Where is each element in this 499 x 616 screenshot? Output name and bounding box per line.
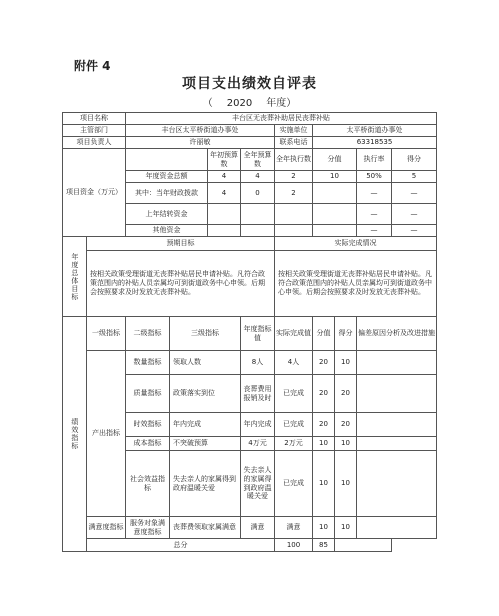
total-score: 85 [313,539,335,552]
page-title: 项目支出绩效自评表 [182,76,317,92]
col-score: 得分 [392,149,437,171]
funds-row-weight [313,204,357,225]
col-actual: 实际完成值 [275,317,313,351]
funds-row-score: — [392,225,437,237]
col-exec: 全年执行数 [275,149,313,171]
phone-label: 联系电话 [275,137,313,149]
indicator-level2: 社会效益指标 [126,451,170,517]
indicator-actual: 满意 [275,517,313,539]
indicator-target: 8人 [241,351,275,375]
indicator-level2: 质量指标 [126,375,170,413]
indicator-reason [357,437,437,451]
funds-row-exec: 2 [275,183,313,204]
indicator-score: 10 [335,517,357,539]
funds-row-budget: 4 [208,183,241,204]
funds-row-annual [241,225,275,237]
col-level3: 三级指标 [170,317,241,351]
indicator-actual: 已完成 [275,413,313,437]
dept-label: 主管部门 [63,125,126,137]
indicator-reason [357,517,437,539]
year-unit: 年度） [266,98,297,109]
expected-goal-label: 预期目标 [87,237,275,251]
project-name-value: 丰台区无丧葬补助居民丧葬补贴 [126,113,437,125]
impl-label: 实施单位 [275,125,313,137]
indicator-actual: 已完成 [275,375,313,413]
total-row [63,539,437,552]
funds-row-budget: 4 [208,171,241,183]
indicator-level2: 成本指标 [126,437,170,451]
col-reason: 偏差原因分析及改进措施 [357,317,437,351]
goals-label: 年度总体目标 [70,252,79,301]
funds-row-annual: 4 [241,171,275,183]
funds-row-weight [313,225,357,237]
total-reason [335,539,392,552]
indicators-label: 绩效指标 [70,418,79,450]
project-name-label: 项目名称 [63,113,126,125]
col-target: 年度指标值 [241,317,275,351]
funds-row-rate: 50% [357,171,392,183]
funds-row-score: 5 [392,171,437,183]
indicator-row [63,351,437,375]
year-line [0,94,499,109]
indicator-weight: 10 [313,437,335,451]
indicator-level3: 丧葬费领取家属满意 [170,517,241,539]
funds-row-rate: — [357,183,392,204]
indicator-weight: 10 [313,517,335,539]
row-dept [63,125,437,137]
indicator-reason [357,413,437,437]
indicator-reason [357,451,437,517]
indicator-score: 10 [335,437,357,451]
funds-row-score: — [392,204,437,225]
funds-row-exec [275,225,313,237]
funds-row-budget [208,204,241,225]
indicator-weight: 10 [313,451,335,517]
evaluation-table [62,112,437,552]
indicator-level3: 不突破预算 [170,437,241,451]
funds-row-exec: 2 [275,171,313,183]
indicator-target: 失去亲人的家属得到政府温暖关爱 [241,451,275,517]
goals-label-cell [63,237,87,317]
funds-row-annual: 0 [241,183,275,204]
indicator-level3: 年内完成 [170,413,241,437]
indicator-weight: 20 [313,351,335,375]
goals-header-row [63,237,437,251]
indicator-level3: 失去亲人的家属得到政府温暖关爱 [170,451,241,517]
funds-header-row [63,149,437,171]
indicator-actual: 已完成 [275,451,313,517]
row-leader [63,137,437,149]
indicator-level3: 领取人数 [170,351,241,375]
total-label: 总分 [87,539,275,552]
goals-content-row [63,251,437,317]
indicator-score: 10 [335,451,357,517]
indicator-actual: 2万元 [275,437,313,451]
col-annual: 全年预算数 [241,149,275,171]
indicator-target: 4万元 [241,437,275,451]
funds-label: 项目资金（万元） [63,149,126,237]
funds-row-rate: — [357,204,392,225]
indicator-level2: 数量指标 [126,351,170,375]
indicator-score: 10 [335,351,357,375]
indicators-label-cell [63,317,87,552]
indicator-weight: 20 [313,413,335,437]
indicator-score: 20 [335,413,357,437]
col-weight: 分值 [313,149,357,171]
total-weight: 100 [275,539,313,552]
attachment-label: 附件 4 [74,59,111,73]
funds-row-name: 其他资金 [126,225,208,237]
indicator-weight: 20 [313,375,335,413]
funds-row-rate: — [357,225,392,237]
indicator-level3: 政策落实到位 [170,375,241,413]
funds-empty-header [126,149,208,171]
actual-goal-label: 实际完成情况 [275,237,437,251]
indicator-level2: 服务对象满意度指标 [126,517,170,539]
col-level1: 一级指标 [87,317,126,351]
funds-row-annual [241,204,275,225]
col-ind-score: 得分 [335,317,357,351]
leader-value: 许丽敏 [126,137,275,149]
indicator-target: 满意 [241,517,275,539]
row-project-name [63,113,437,125]
funds-row-name: 其中：当年财政拨款 [126,183,208,204]
funds-row-name: 年度资金总额 [126,171,208,183]
indicators-header-row [63,317,437,351]
year-value: 2020 [226,98,253,109]
indicator-target: 丧葬费用报销及时 [241,375,275,413]
indicator-target: 年内完成 [241,413,275,437]
impl-value: 太平桥街道办事处 [313,125,437,137]
funds-row-name: 上年结转资金 [126,204,208,225]
col-ind-weight: 分值 [313,317,335,351]
funds-row-weight [313,183,357,204]
expected-goal-text: 按相关政策受理街道无丧葬补贴居民申请补贴。凡符合政策范围内的补贴人员亲属均可到街道政务中心申领。后期会按照要求及时发放无丧葬补贴。 [87,251,275,317]
indicator-reason [357,375,437,413]
col-budget: 年初预算数 [208,149,241,171]
indicator-reason [357,351,437,375]
indicator-row [63,517,437,539]
dept-value: 丰台区太平桥街道办事处 [126,125,275,137]
indicator-level2: 时效指标 [126,413,170,437]
leader-label: 项目负责人 [63,137,126,149]
funds-row-exec [275,204,313,225]
phone-value: 63318535 [313,137,437,149]
funds-row-weight: 10 [313,171,357,183]
funds-row-budget [208,225,241,237]
col-rate: 执行率 [357,149,392,171]
col-level2: 二级指标 [126,317,170,351]
indicator-actual: 4人 [275,351,313,375]
actual-goal-text: 按相关政策受理街道无丧葬补贴居民申请补贴。凡符合政策范围内的补贴人员亲属均可到街道政务中心申领。后期会按照要求及时发放无丧葬补贴。 [275,251,437,317]
satisfaction-indicator-label: 满意度指标 [87,517,126,539]
output-indicator-label: 产出指标 [87,351,126,517]
indicator-score: 20 [335,375,357,413]
year-open: （ [202,98,213,109]
funds-row-score: — [392,183,437,204]
